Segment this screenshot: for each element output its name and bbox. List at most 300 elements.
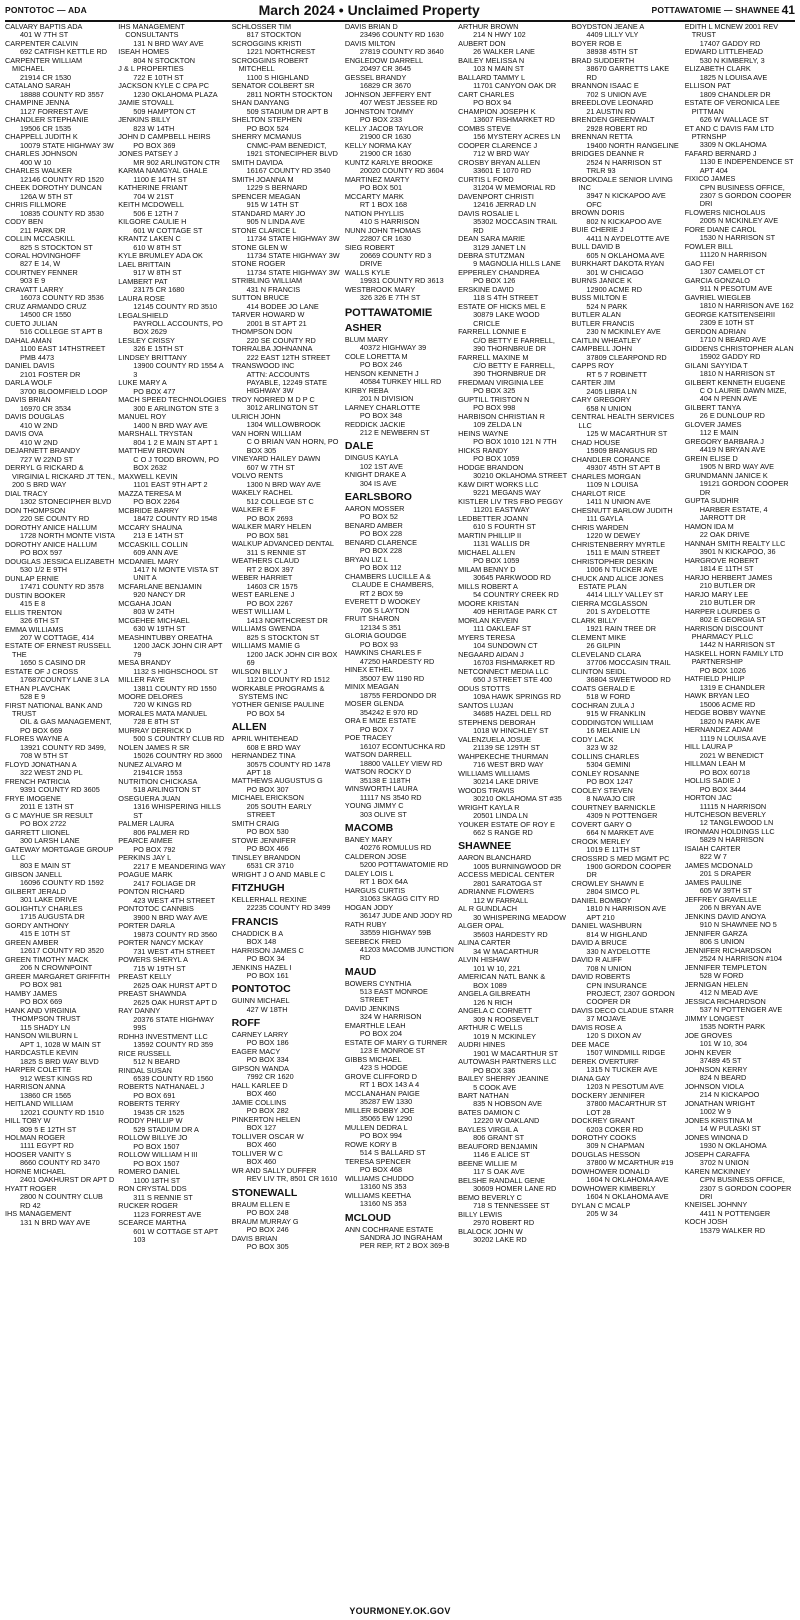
claimant-address: 16167 COUNTY RD 3540 [246,165,331,175]
claimant-address: 19435 CR 1525 [133,1107,185,1117]
claimant-address: 1511 E MAIN STREET [586,547,661,557]
claimant-entry [458,515,568,532]
claimant-name: MCCARTY MARK [344,191,404,201]
claimant-entry [345,615,455,632]
claimant-name: GUPTA SUDHIR [684,496,739,506]
claimant-entry [118,23,228,48]
claimant-address: 33559 HIGHWAY 59B [359,928,432,938]
claimant-name: BELSHE RANDALL GENE [458,1176,546,1186]
claimant-entry [458,1058,568,1075]
claimant-address: 915 W 14TH ST [246,199,299,209]
claimant-name: CHAPPELL JUDITH K [5,132,78,142]
claimant-address: 35007 EW 1190 RD [359,673,425,683]
claimant-address: 610 W 8TH ST [133,242,182,252]
claimant-address: 2005 N MCKINLEY AVE [699,216,779,226]
claimant-entry [345,717,455,734]
claimant-name: ERSKINE DAVID [458,285,514,295]
claimant-name: SIEG ROBERT [344,242,395,252]
claimant-address: 125 W MACARTHUR ST [586,429,668,439]
claimant-entry [345,887,455,904]
claimant-entry [345,1022,455,1039]
claimant-address: 40276 ROMULUS RD [359,843,432,853]
claimant-entry [5,82,115,99]
claimant-entry [458,142,568,159]
claimant-name: FLOWERS NICHOLAUS [684,207,766,217]
claimant-address: 30202 LAKE RD [473,1235,527,1245]
claimant-name: ELLISON PAT [684,81,731,91]
claimant-name: BUTLER ALAN [571,310,621,320]
claimant-entry [345,539,455,556]
claimant-entry [5,201,115,218]
claimant-address: 1203 N PESOTUM AVE [586,1082,664,1092]
claimant-name: SHAN DANYANG [231,98,290,108]
claimant-address: 500 S COUNTRY CLUB RD [133,734,225,744]
claimant-name: PORTER DARLA [118,921,175,931]
claimant-name: MACH SPEED TECHNOLOGIES [118,395,227,405]
claimant-name: MURRAY DERRICK D [118,726,192,736]
claimant-address: 708 N UNION [586,963,632,973]
claimant-address: 407 WEST JESSEE RD [359,98,438,108]
claimant-name: SMITH DAVIDA [231,157,283,167]
claimant-address: HARBER ESTATE, 4 JARROTT DR [699,504,768,523]
claimant-entry [5,150,115,167]
claimant-address: 13860 CR 1565 [20,1090,72,1100]
claimant-name: LUKE MARY A [118,378,167,388]
claimant-entry [571,668,681,685]
claimant-address: 4409 LILLY VLY [586,30,639,40]
city-heading: FITZHUGH [231,882,285,895]
claimant-address: PO BOX 669 [20,997,63,1007]
claimant-address: 11701 CANYON OAK DR [473,81,557,91]
claimant-entry [5,829,115,846]
claimant-address: 704 W 21ST [133,191,174,201]
claimant-entry [345,904,455,921]
claimant-address: 806 GRANT ST [473,1133,525,1143]
claimant-entry [232,362,342,395]
claimant-name: SCEARCE MARTHA [118,1218,187,1228]
claimant-entry [685,947,795,964]
claimant-name: CAMPBELL JOHN [571,344,632,354]
claimant-entry [685,998,795,1015]
claimant-name: BRIDGES DEANNE R [571,149,644,159]
claimant-address: 509 HAMPTON CT [133,106,196,116]
claimant-entry [345,802,455,819]
claimant-name: GIDDENS CHRISTOPHER ALAN [684,343,794,353]
claimant-name: JOHNSON JEFFERY ENT [344,89,432,99]
claimant-entry [5,626,115,643]
claimant-name: RUCKER ROGER [118,1201,178,1211]
claimant-address: 702 S UNION AVE [586,89,647,99]
claimant-address: 718 S TENNESSEE ST [473,1201,550,1211]
claimant-entry [118,1083,228,1100]
claimant-name: KRANTZ LAKEN C [118,234,181,244]
claimant-name: BURNS JANICE K [571,276,632,286]
claimant-name: HOLMAN ROGER [5,1133,66,1143]
claimant-address: 809 5 E 12TH ST [20,1124,77,1134]
claimant-address: 40584 TURKEY HILL RD [359,377,442,387]
claimant-address: 1006 N TUCKER AVE [586,564,658,574]
claimant-name: ALGER OPAL [458,921,504,931]
listing-column [571,23,681,1595]
claimant-address: 4309 N POTTENGER [586,811,658,821]
claimant-address: 23175 CR 1680 [133,285,185,295]
claimant-entry [571,176,681,209]
claimant-entry [5,795,115,812]
claimant-address: 210 BUTLER DR [699,581,756,590]
claimant-name: BAILEY MELISSA N [458,55,525,65]
claimant-name: BOYDSTON JEANE A [571,23,645,31]
claimant-address: 220 SE COUNTY RD [246,335,316,345]
claimant-entry [571,294,681,311]
claimant-name: CIERRA MCGLASSON [571,598,648,608]
claimant-entry [118,1168,228,1185]
claimant-entry [5,1049,115,1066]
claimant-address: 156 MYSTERY ACRES LN [473,132,561,142]
claimant-address: 40372 HIGHWAY 39 [359,343,427,353]
claimant-entry [232,227,342,244]
claimant-address: 354242 E 970 RD [359,707,418,717]
claimant-name: KELLY JACOB TAYLOR [344,123,424,133]
claimant-entry [571,922,681,939]
claimant-entry [232,1201,342,1218]
claimant-address: 524 N PARK [586,301,628,311]
claimant-entry [571,379,681,396]
claimant-address: 12 TANGLEWOOD LN [699,818,774,828]
claimant-entry [458,430,568,447]
claimant-address: 12617 COUNTY RD 3520 [20,946,104,956]
claimant-address: 415 E 8 [20,598,46,608]
claimant-entry [345,471,455,488]
claimant-name: MCCASKILL COLLIN [118,539,188,549]
claimant-entry [685,362,795,379]
claimant-entry [232,159,342,176]
claimant-entry [118,973,228,990]
claimant-name: BAYLES VIRGIL A [458,1125,519,1135]
claimant-entry [571,753,681,770]
claimant-address: 1814 E 11TH ST [699,564,754,574]
claimant-address: 17687COUNTY LANE 3 LA [20,675,110,685]
claimant-entry [5,99,115,116]
claimant-address: 1221 NORTHCREST [246,47,316,57]
claimant-name: BEAUFORD BENJAMIN [458,1142,538,1152]
claimant-address: PO BOX 468 [359,1165,403,1175]
claimant-address: ATTN: ACCOUNTS PAYABLE, 12249 STATE HIGHWAY 3W [246,369,328,396]
claimant-entry [685,862,795,879]
claimant-address: 1411 N UNION AVE [586,496,651,506]
claimant-name: DOROTHY COOKS [571,1133,637,1143]
claimant-address: 817 STOCKTON [246,30,302,40]
claimant-address: PO BOX 248 [246,1208,289,1218]
claimant-entry [118,235,228,252]
claimant-entry [685,345,795,362]
claimant-name: WATSON ROCKY D [344,767,412,777]
claimant-name: GARRETT LIIONEL [5,827,70,837]
claimant-name: CARPENTER WILLIAM MICHAEL [5,55,83,74]
claimant-name: RINDAL SUSAN [118,1065,172,1075]
claimant-address: PO BOX 2267 [246,598,293,608]
claimant-name: JENKINS BILLY [118,115,171,125]
claimant-address: 102 1ST AVE [359,461,403,471]
claimant-address: CNMC-PAM BENEDICT, 1921 STONECIPHER BLVD [246,140,338,158]
claimant-entry [118,507,228,524]
claimant-address: 41203 MACOMB JUNCTION RD [359,945,454,963]
claimant-name: BAILEY SHERRY JEANINE [458,1074,549,1084]
claimant-entry [345,421,455,438]
claimant-entry [685,311,795,328]
claimant-address: 9221 MEGANS WAY [473,488,541,498]
claimant-address: PO BOX 60718 [699,767,750,777]
claimant-name: BRYAN LIZ L [344,555,388,565]
claimant-entry [571,634,681,651]
claimant-name: COURTNEY BARNICKLE [571,802,656,812]
claimant-entry [458,1075,568,1092]
claimant-address: PAYROLL ACCOUNTS, PO BOX 2629 [133,319,223,337]
claimant-name: VALENZUELA JOSUE [458,734,531,744]
claimant-entry [118,727,228,744]
claimant-entry [5,413,115,430]
claimant-address: 309 N ROOSEVELT [473,1014,539,1024]
claimant-entry [232,210,342,227]
claimant-name: NUTRITION CHICKASA [118,777,198,787]
claimant-entry [685,1100,795,1117]
claimant-entry [5,362,115,379]
claimant-name: KAREN MCKINNEY [684,1166,751,1176]
claimant-address: 2804 SIMCO PL [586,887,640,897]
claimant-entry [571,1202,681,1219]
claimant-name: WEST WILLIAM L [231,607,291,617]
claimant-name: WINSWORTH LAURA [344,784,418,794]
claimant-name: CHANDLER STEPHANIE [5,115,89,125]
claimant-name: HUTCHESON BEVERLY [684,810,767,820]
claimant-name: MCGEHEE MICHAEL [118,615,190,625]
claimant-name: HOOSER VANITY S [5,1150,72,1160]
claimant-name: LESLEY CRISSY [118,336,175,346]
claimant-name: CARPENTER CALVIN [5,38,78,48]
claimant-name: FIXICO JAMES [684,174,736,184]
claimant-name: JIMMY LONGEST [684,1013,745,1023]
claimant-address: 18800 VALLEY VIEW RD [359,758,443,768]
claimant-name: JENKINS HAZEL I [231,962,292,972]
claimant-address: 324 W HARRISON [359,1012,422,1022]
claimant-entry [685,1066,795,1083]
claimant-entry [571,1075,681,1092]
claimant-entry [5,167,115,184]
claimant-entry [458,922,568,939]
claimant-name: DAVIS DECO CLADUE STARR [571,1005,674,1015]
claimant-name: PREAST SHAWNDA [118,989,187,999]
claimant-entry [345,176,455,193]
claimant-entry [345,1158,455,1175]
claimant-name: JERNIGAN HELEN [684,979,748,989]
claimant-name: SANTOS LUJAN [458,700,514,710]
claimant-name: TORRALBA JOHNANNA [231,344,313,354]
claimant-name: POAGUE MARK [118,870,173,880]
claimant-address: 131 N BRD WAY AVE [133,38,204,48]
claimant-address: 1111 EGYPT RD [20,1141,74,1151]
claimant-address: 6531 CR 3710 [246,861,294,871]
claimant-entry [685,23,795,48]
claimant-name: JONES PATSEY J [118,149,178,159]
claimant-name: STEPHENS DEBORAH [458,717,536,727]
claimant-name: WAKELY RACHEL [231,488,293,498]
claimant-name: DALEY LOIS L [344,868,394,878]
claimant-name: MCGAHA JOAN [118,598,172,608]
claimant-entry [571,473,681,490]
claimant-name: HARPER COLETTE [5,1065,72,1075]
claimant-entry [685,709,795,726]
claimant-entry [345,57,455,74]
claimant-name: RAY DANNY [118,1006,161,1016]
claimant-entry [458,447,568,464]
claimant-address: 1650 S CASINO DR [20,658,86,668]
claimant-entry [118,82,228,99]
claimant-address: 30210 OKLAHOMA STREET [473,471,568,481]
claimant-entry [571,617,681,634]
claimant-address: 10835 COUNTY RD 3530 [20,208,104,218]
claimant-name: FRYE IMOGENE [5,793,61,803]
claimant-name: PINKERTON HELEN [231,1115,301,1125]
claimant-entry [571,821,681,838]
claimant-address: 9 MAGNOLIA HILLS LANE [473,259,561,269]
claimant-entry [345,1005,455,1022]
claimant-name: HINEX ETHEL [344,665,393,675]
claimant-entry [458,379,568,396]
claimant-entry [118,1202,228,1219]
claimant-name: ETHAN PLAVCHAK [5,683,71,693]
claimant-entry [232,871,342,879]
claimant-entry [118,116,228,133]
claimant-name: JOHN KEVER [684,1047,732,1057]
claimant-entry [232,244,342,261]
claimant-entry [118,1067,228,1084]
claimant-entry [345,454,455,471]
claimant-entry [345,683,455,700]
claimant-address: 2524 N HARRISON #104 [699,954,783,964]
claimant-entry [571,345,681,362]
claimant-name: MORALES MATA MANUEL [118,709,208,719]
claimant-address: 37489 45 ST [699,1056,742,1066]
claimant-name: CHADDICK B A [231,928,284,938]
claimant-address: 414 BODEE JO LANE [246,301,319,311]
claimant-entry [345,836,455,853]
claimant-name: SHERRY MCMANUS [231,132,302,142]
claimant-address: 11201 EASTWAY [473,505,530,515]
claimant-name: BURKHART DAKOTA RYAN [571,259,664,269]
claimant-entry [345,353,455,370]
claimant-address: 1100 S HIGHLAND [246,72,309,82]
claimant-name: HARGROVE ROBERT [684,555,759,565]
claimant-name: DIAL TRACY [5,488,48,498]
claimant-name: COLE LORETTA M [344,351,408,361]
claimant-address: 692 CATFISH KETTLE RD [20,47,108,57]
claimant-entry [118,447,228,472]
claimant-address: 19931 COUNTY RD 3613 [359,276,444,286]
claimant-entry [5,524,115,541]
claimant-address: 664 N MARKET AVE [586,828,654,838]
claimant-name: DAVID R ALIFF [571,955,622,965]
claimant-entry [685,726,795,743]
claimant-name: CAITLIN WHEATLEY [571,335,642,345]
claimant-entry [232,1048,342,1065]
claimant-address: 16073 COUNTY RD 3536 [20,293,104,303]
claimant-name: MCFARLANE BENJAMIN [118,581,202,591]
claimant-entry [458,1160,568,1177]
claimant-address: 37809 CLEARPOND RD [586,352,667,362]
claimant-entry [685,794,795,811]
claimant-entry [5,320,115,337]
claimant-address: 2101 FOSTER DR [20,369,81,379]
claimant-name: JENNIFER RICHARDSON [684,946,772,956]
claimant-entry [458,685,568,702]
claimant-address: 210 BUTLER DR [699,597,756,607]
claimant-name: MARSHALL TRYSTAN [118,429,193,439]
claimant-name: HANNAH SMITH REALTY LLC [684,538,786,548]
claimant-address: 11210 COUNTY RD 1512 [246,674,330,684]
claimant-address: 326 E 15TH ST [133,344,184,354]
claimant-address: 514 S BALLARD ST [359,1148,426,1158]
claimant-name: HARRISON ANNA [5,1082,66,1092]
claimant-name: GREER MARGARET GRIFFITH [5,971,110,981]
claimant-address: 330 N AYDELOTTE [586,946,651,956]
claimant-name: RATH RUBY [344,919,387,929]
claimant-entry [118,201,228,218]
claimant-name: JACKSON KYLE C CPA PC [118,81,209,91]
claimant-entry [118,413,228,430]
claimant-entry [232,540,342,557]
claimant-entry [118,600,228,617]
claimant-name: HARDCASTLE KEVIN [5,1048,78,1058]
claimant-address: APT 1, 1028 W MAIN ST [20,1039,101,1049]
claimant-address: 1200 JACK JOHN CIR BOX 69 [246,649,338,667]
claimant-name: FLOYD JONATHAN A [5,759,77,769]
claimant-address: CPN BUSINESS OFFICE, 2307 S GORDON COOPER DRI [699,182,792,209]
claimant-entry [118,396,228,413]
claimant-address: 509 STADIUM DR APT B [246,106,329,116]
claimant-address: 1825 N LOUISA AVE [699,72,768,82]
claimant-entry [458,753,568,770]
claimant-address: PO BOX 581 [246,530,289,540]
claimant-address: PO BOX 530 [246,827,289,837]
claimant-address: 626 W WALLACE ST [699,114,769,124]
claimant-name: HILLMAN LEAH M [684,759,746,769]
claimant-address: 10079 STATE HIGHWAY 3W [20,140,114,150]
claimant-entry [458,91,568,108]
claimant-name: BROOKDALE SENIOR LIVING INC [571,174,673,192]
claimant-entry [571,1185,681,1202]
claimant-entry [571,133,681,150]
claimant-address: 423 WEST 4TH STREET [133,895,216,905]
claimant-address: 814 W HIGHLAND [586,929,648,939]
claimant-entry [118,354,228,379]
claimant-name: DOROTHY ANICE HALLUM [5,539,97,549]
claimant-name: TOLLIVER OSCAR W [231,1132,304,1142]
claimant-address: 920 NANCY DR [133,590,186,600]
claimant-address: 201 N DIVISION [359,394,414,404]
claimant-name: CENTRAL HEALTH SERVICES LLC [571,412,675,430]
claimant-name: MOSER GLENDA [344,699,404,709]
claimant-address: 1810 N HARRISON AVE 162 [699,301,794,311]
claimant-name: DAVIS DOUGLAS [5,412,65,422]
claimant-entry [571,57,681,82]
claimant-entry [345,404,455,421]
claimant-entry [345,91,455,108]
claimant-entry [685,1015,795,1032]
claimant-address: 20501 LINDA LN [473,811,528,821]
claimant-name: WRIGHT KAYLA R [458,802,520,812]
claimant-address: 9391 COUNTY RD 3605 [20,785,100,795]
city-heading: MCLOUD [344,1211,391,1224]
claimant-entry [685,1218,795,1235]
